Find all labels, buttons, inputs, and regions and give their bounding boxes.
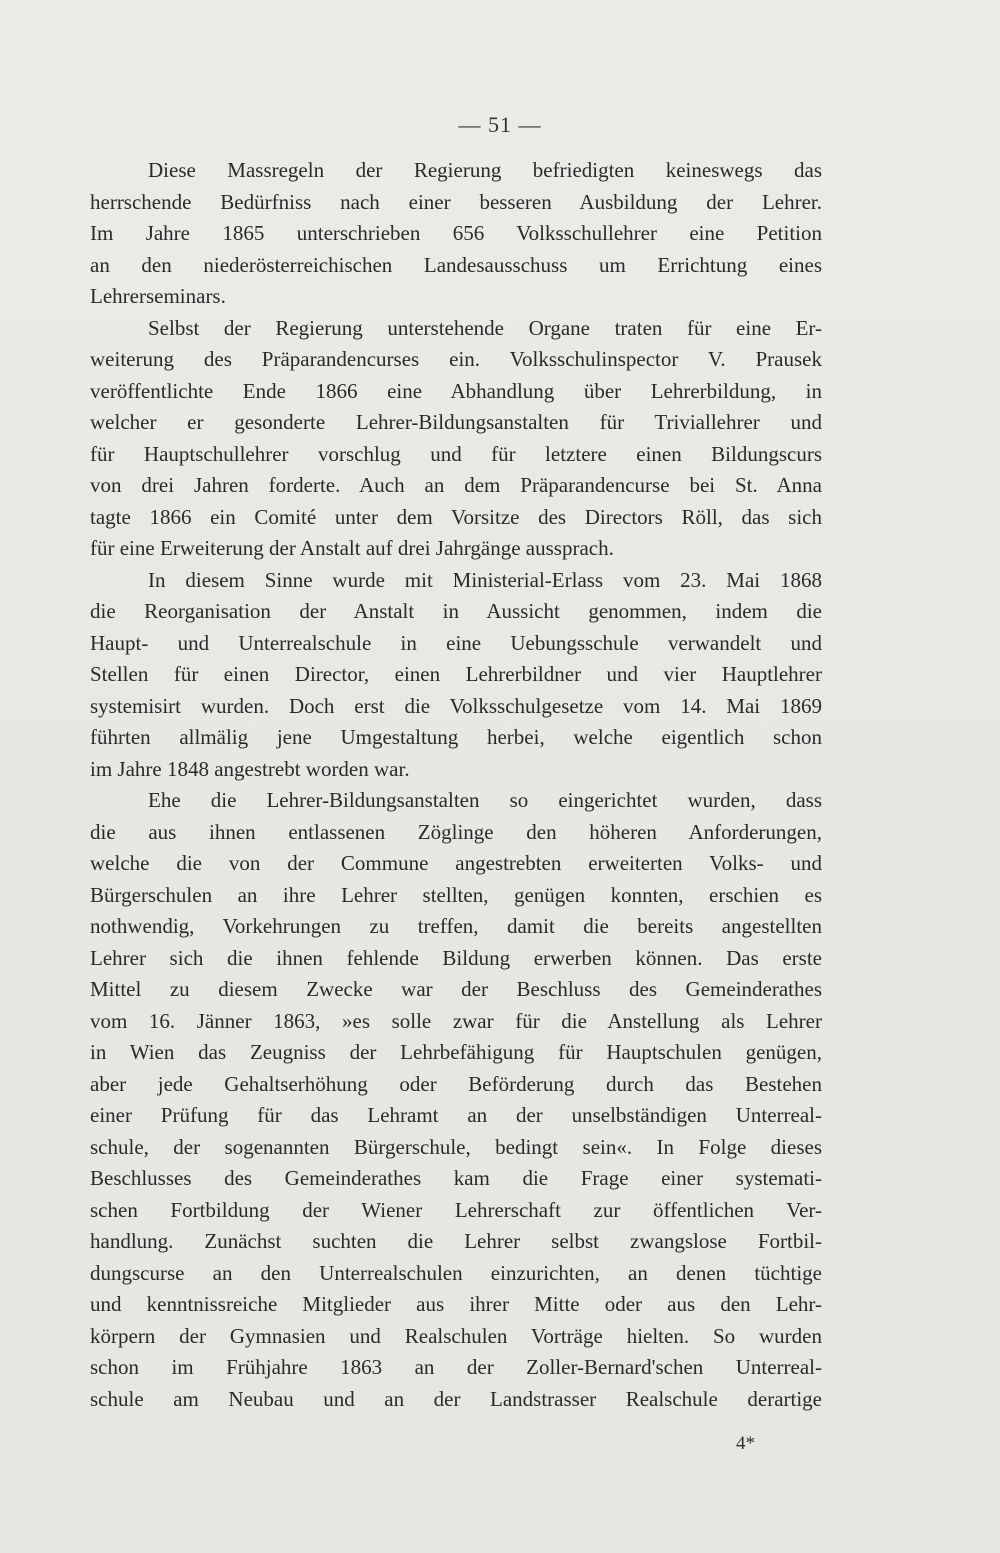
- text-line: schule am Neubau und an der Landstrasser Realschule derartige: [90, 1386, 822, 1411]
- text-line: Im Jahre 1865 unterschrieben 656 Volksschullehrer eine Petition: [90, 221, 822, 245]
- text-line: welche die von der Commune angestrebten erweiterten Volks- und: [90, 851, 822, 875]
- text-line: einer Prüfung für das Lehramt an der unselbständigen Unterreal-: [90, 1103, 822, 1127]
- text-line: für Hauptschullehrer vorschlug und für letztere einen Bildungscurs: [90, 441, 822, 466]
- text-line: die Reorganisation der Anstalt in Aussicht genommen, indem die: [90, 599, 822, 623]
- text-line: Diese Massregeln der Regierung befriedigten keineswegs das: [148, 158, 822, 182]
- text-line: Haupt- und Unterrealschule in eine Uebungsschule verwandelt und: [90, 630, 822, 655]
- text-line: Bürgerschulen an ihre Lehrer stellten, genügen konnten, erschien es: [90, 882, 822, 907]
- text-line: herrschende Bedürfniss nach einer besseren Ausbildung der Lehrer.: [90, 189, 822, 214]
- text-line: schon im Frühjahre 1863 an der Zoller-Bernard'schen Unterreal-: [90, 1355, 822, 1379]
- text-line: Ehe die Lehrer-Bildungsanstalten so eingerichtet wurden, dass: [148, 788, 822, 812]
- text-line: In diesem Sinne wurde mit Ministerial-Erlass vom 23. Mai 1868: [148, 567, 822, 592]
- text-line: tagte 1866 ein Comité unter dem Vorsitze des Directors Röll, das sich: [90, 504, 822, 529]
- text-line: Selbst der Regierung unterstehende Organe traten für eine Er-: [148, 315, 822, 340]
- text-line: im Jahre 1848 angestrebt worden war.: [90, 756, 410, 781]
- text-line: die aus ihnen entlassenen Zöglinge den höheren Anforderungen,: [90, 819, 822, 844]
- page-number: — 51 —: [458, 112, 542, 137]
- printer-signature-mark: 4*: [736, 1433, 755, 1454]
- text-line: nothwendig, Vorkehrungen zu treffen, damit die bereits angestellten: [90, 914, 822, 938]
- text-line: weiterung des Präparandencurses ein. Volksschulinspector V. Prausek: [90, 347, 822, 371]
- text-line: und kenntnissreiche Mitglieder aus ihrer Mitte oder aus den Lehr-: [90, 1292, 822, 1316]
- text-line: körpern der Gymnasien und Realschulen Vorträge hielten. So wurden: [90, 1323, 822, 1348]
- text-line: Beschlusses des Gemeinderathes kam die Frage einer systemati-: [90, 1166, 822, 1190]
- text-line: für eine Erweiterung der Anstalt auf drei Jahrgänge aussprach.: [90, 536, 614, 560]
- text-line: vom 16. Jänner 1863, »es solle zwar für die Anstellung als Lehrer: [90, 1008, 822, 1033]
- text-line: führten allmälig jene Umgestaltung herbei, welche eigentlich schon: [90, 725, 822, 749]
- text-line: an den niederösterreichischen Landesausschuss um Errichtung eines: [90, 252, 822, 277]
- text-line: Lehrerseminars.: [90, 284, 226, 308]
- text-line: Lehrer sich die ihnen fehlende Bildung erwerben können. Das erste: [90, 945, 822, 970]
- body-text: [90, 155, 822, 1415]
- text-line: von drei Jahren forderte. Auch an dem Präparandencurse bei St. Anna: [90, 473, 822, 497]
- text-line: in Wien das Zeugniss der Lehrbefähigung für Hauptschulen genügen,: [90, 1040, 822, 1064]
- text-line: veröffentlichte Ende 1866 eine Abhandlung über Lehrerbildung, in: [90, 378, 822, 403]
- text-line: dungscurse an den Unterrealschulen einzurichten, an denen tüchtige: [90, 1260, 822, 1285]
- text-line: schen Fortbildung der Wiener Lehrerschaft zur öffentlichen Ver-: [90, 1197, 822, 1222]
- text-line: Mittel zu diesem Zwecke war der Beschluss des Gemeinderathes: [90, 977, 822, 1001]
- text-line: handlung. Zunächst suchten die Lehrer selbst zwangslose Fortbil-: [90, 1229, 822, 1253]
- text-line: Stellen für einen Director, einen Lehrerbildner und vier Hauptlehrer: [90, 662, 822, 686]
- text-line: systemisirt wurden. Doch erst die Volksschulgesetze vom 14. Mai 1869: [90, 693, 822, 718]
- text-line: aber jede Gehaltserhöhung oder Beförderung durch das Bestehen: [90, 1071, 822, 1096]
- text-line: schule, der sogenannten Bürgerschule, bedingt sein«. In Folge dieses: [90, 1134, 822, 1159]
- text-line: welcher er gesonderte Lehrer-Bildungsanstalten für Triviallehrer und: [90, 410, 822, 434]
